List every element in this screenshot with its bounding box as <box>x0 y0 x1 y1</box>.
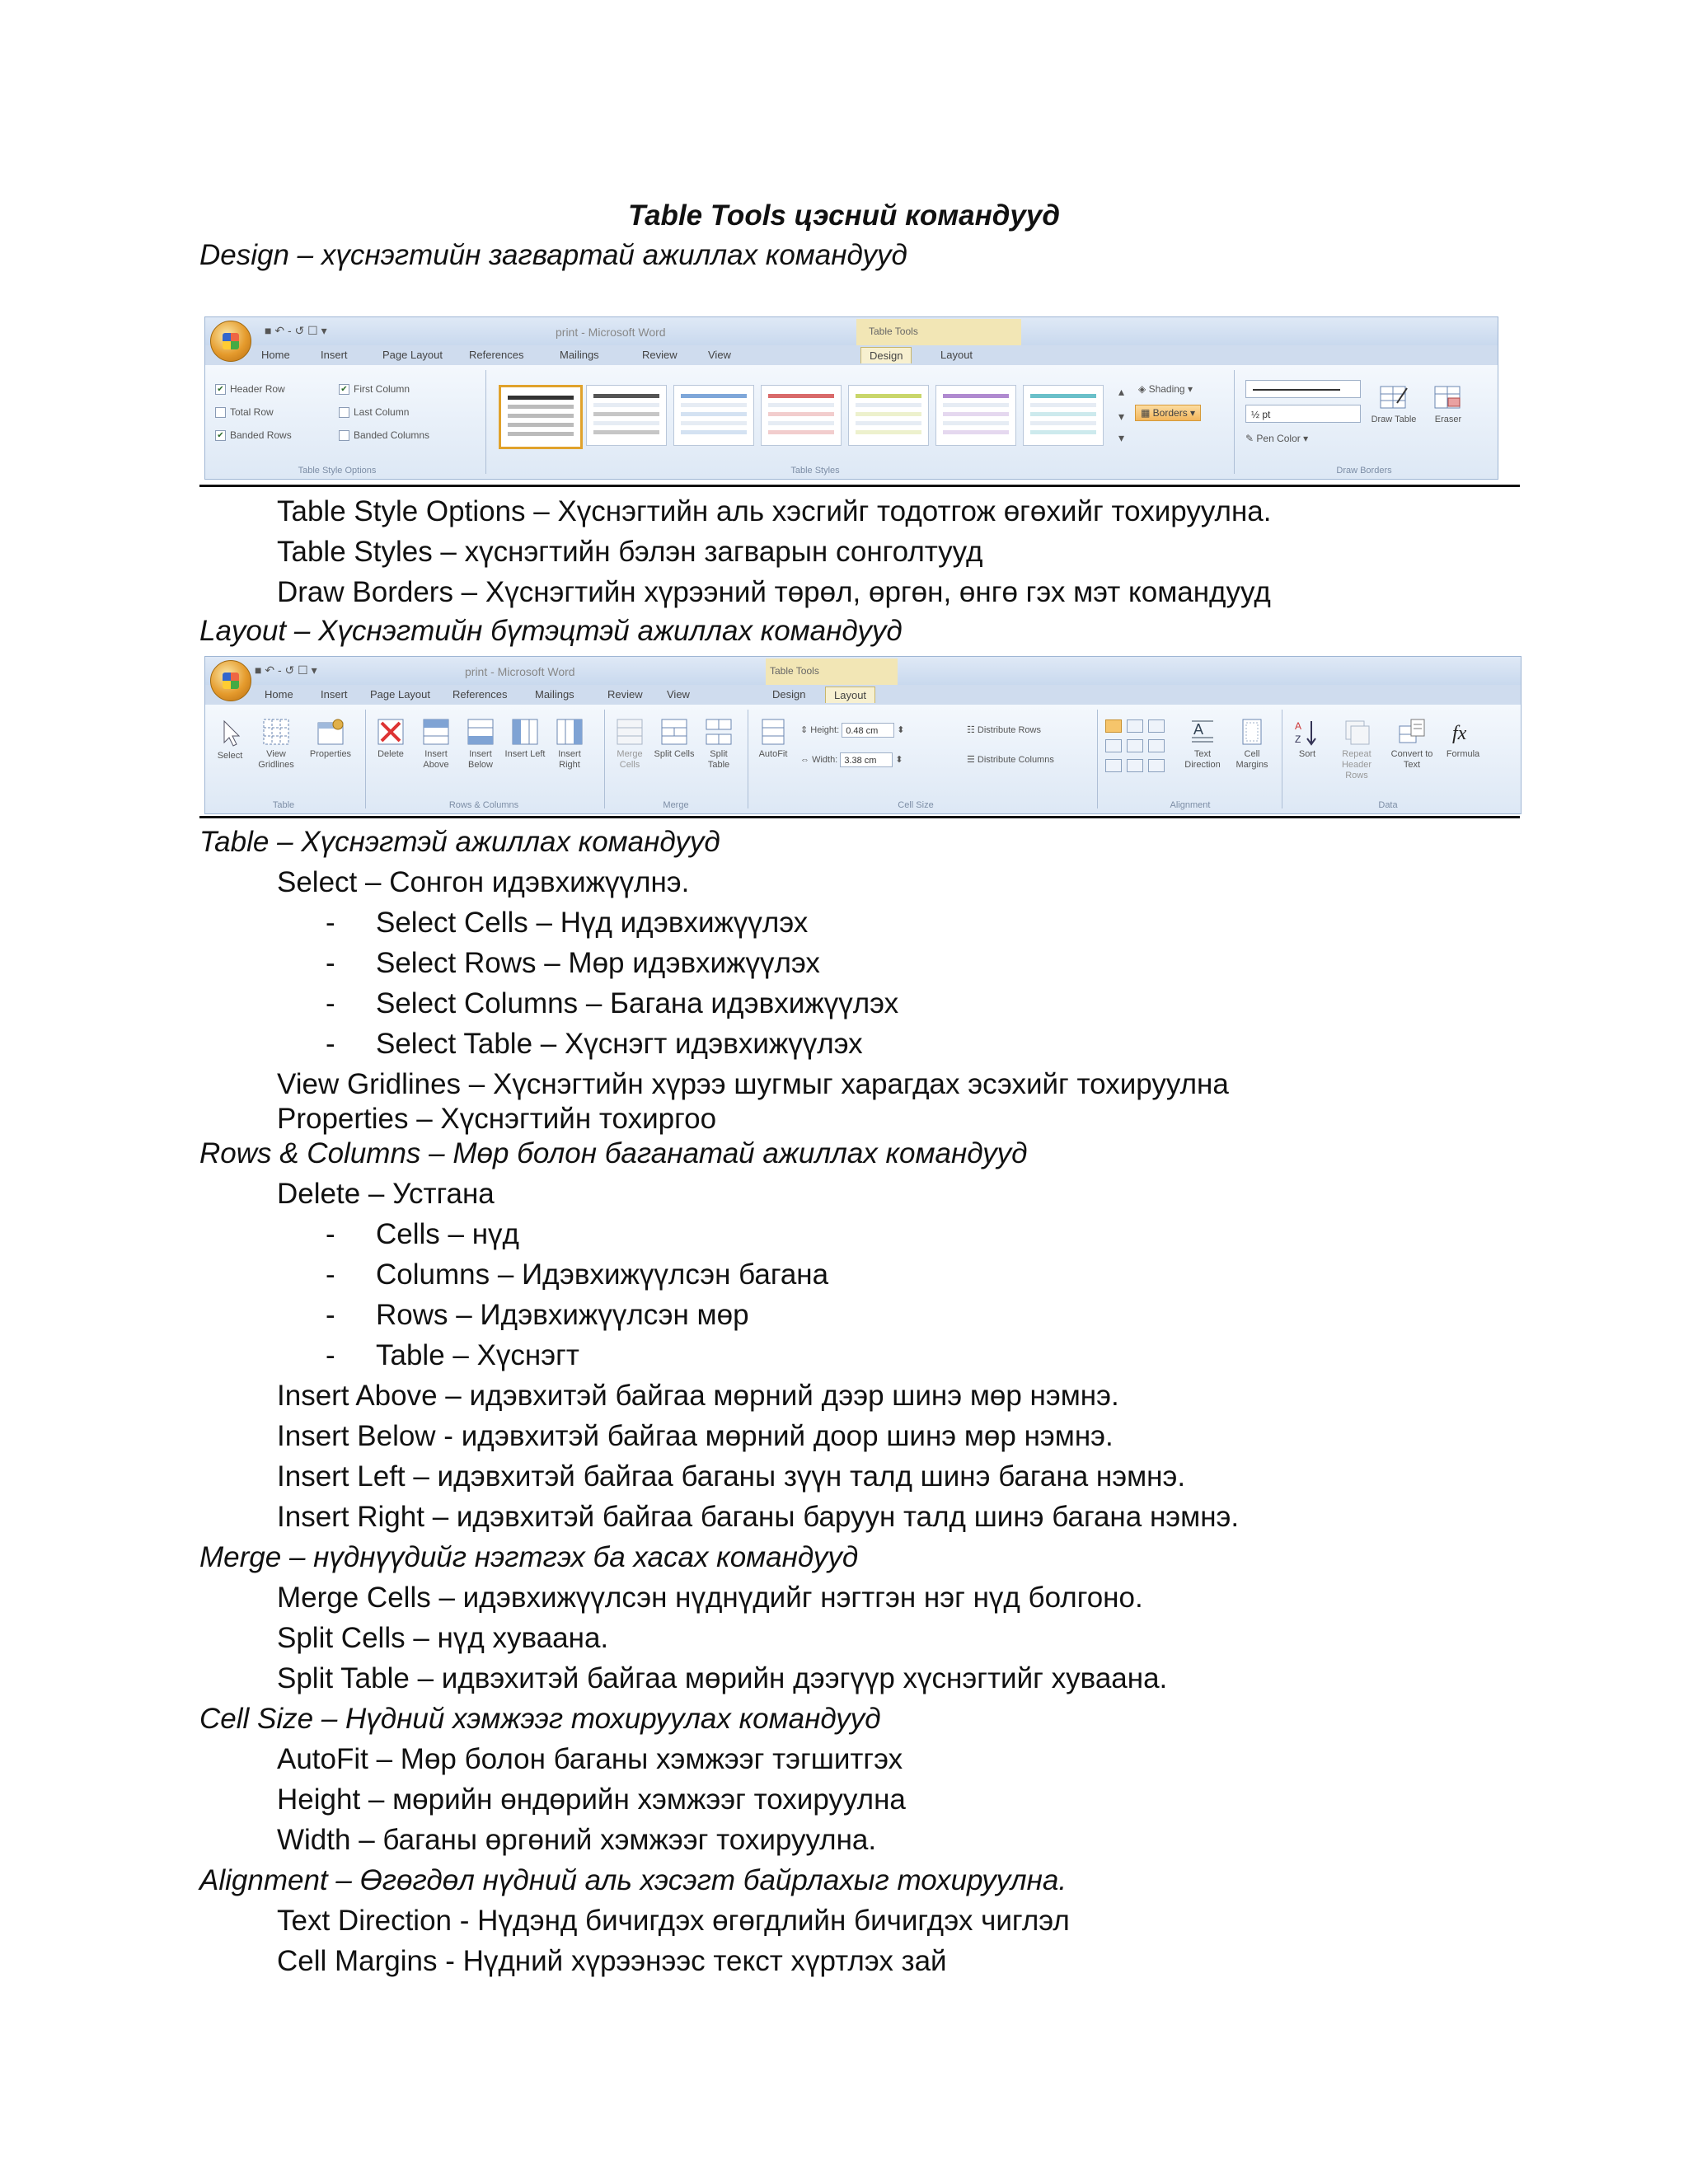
text-direction-button[interactable]: A Text Direction <box>1178 718 1227 771</box>
tab-view[interactable]: View <box>667 688 690 701</box>
tab-references[interactable]: References <box>452 688 508 701</box>
quick-access-toolbar[interactable]: ■ ↶ - ↺ ☐ ▾ <box>265 324 327 337</box>
table-style-thumbnail[interactable] <box>673 385 754 446</box>
view-gridlines-description: View Gridlines – Хүснэгтийн хүрээ шугмыг харагдах эсэхийг тохируулна <box>277 1068 1229 1100</box>
list-item: - Select Columns – Багана идэвхижүүлэх <box>326 987 899 1019</box>
layout-heading-desc: – Хүснэгтийн бүтэцтэй ажиллах командууд <box>286 615 903 647</box>
cell-size-heading: Cell Size – Нүдний хэмжээг тохируулах командууд <box>199 1703 881 1735</box>
insert-above-button[interactable]: Insert Above <box>415 718 457 771</box>
list-item: - Cells – нүд <box>326 1218 519 1250</box>
office-logo-icon <box>223 673 239 689</box>
cell-margins-icon <box>1238 718 1266 746</box>
tab-design[interactable]: Design <box>860 347 912 363</box>
height-description: Height – мөрийн өндөрийн хэмжээг тохируулна <box>277 1783 906 1816</box>
formula-fx-icon <box>1449 718 1477 746</box>
split-table-icon <box>705 718 733 746</box>
svg-text:fx: fx <box>1452 723 1467 744</box>
properties-description: Properties – Хүснэгтийн тохиргоо <box>277 1103 717 1135</box>
line-weight-select[interactable]: ½ pt <box>1245 405 1361 423</box>
shading-icon: ◈ <box>1138 383 1149 395</box>
cell-margins-button[interactable]: Cell Margins <box>1231 718 1273 771</box>
list-item: - Select Table – Хүснэгт идэвхижүүлэх <box>326 1028 863 1060</box>
align-cell-icon[interactable] <box>1127 759 1143 772</box>
pen-icon: ✎ <box>1245 433 1257 444</box>
split-table-button[interactable]: Split Table <box>698 718 739 771</box>
repeat-header-icon <box>1343 718 1371 746</box>
delete-table-icon <box>377 718 405 746</box>
autofit-icon <box>759 718 787 746</box>
list-item: - Rows – Идэвхижүүлсэн мөр <box>326 1299 749 1331</box>
gallery-more-icon[interactable]: ▾ <box>1118 431 1125 444</box>
last-column-checkbox[interactable] <box>339 406 409 418</box>
text-direction-icon <box>1189 718 1217 746</box>
height-field[interactable]: ⇕ Height: 0.48 cm ⬍ <box>800 723 904 738</box>
view-gridlines-button[interactable]: View Gridlines <box>253 718 299 771</box>
insert-right-description: Insert Right – идэвхитэй байгаа баганы баруун талд шинэ багана нэмнэ. <box>277 1501 1240 1533</box>
distribute-rows-icon: ☷ <box>967 725 978 735</box>
first-column-label: First Column <box>354 383 410 395</box>
group-label-table-style-options: Table Style Options <box>298 466 377 476</box>
select-button[interactable]: Select <box>210 718 250 762</box>
design-heading-desc: – хүснэгтийн загвартай ажиллах командууд <box>288 239 907 271</box>
eraser-icon <box>1433 383 1463 411</box>
insert-above-description: Insert Above – идэвхитэй байгаа мөрний дээр шинэ мөр нэмнэ. <box>277 1380 1119 1412</box>
draw-table-button[interactable]: Draw Table <box>1369 383 1418 425</box>
table-style-thumbnail[interactable] <box>761 385 842 446</box>
divider <box>199 485 1520 487</box>
align-cell-icon[interactable] <box>1105 719 1122 733</box>
group-label-data: Data <box>1378 800 1398 810</box>
tab-mailings[interactable]: Mailings <box>535 688 574 701</box>
sort-icon <box>1293 718 1321 746</box>
insert-above-icon <box>422 718 450 746</box>
autofit-description: AutoFit – Мөр болон баганы хэмжээг тэгшитгэх <box>277 1743 903 1775</box>
align-cell-icon[interactable] <box>1127 739 1143 752</box>
merge-cells-icon <box>616 718 644 746</box>
design-heading <box>199 237 907 274</box>
tab-page-layout[interactable]: Page Layout <box>370 688 431 701</box>
first-column-checkbox[interactable] <box>339 383 410 395</box>
merge-heading: Merge – нүднүүдийг нэгтгэх ба хасах командууд <box>199 1541 859 1573</box>
layout-heading-term: Layout <box>199 615 287 647</box>
width-description: Width – баганы өргөний хэмжээг тохируулна. <box>277 1824 877 1856</box>
split-cells-icon <box>660 718 688 746</box>
total-row-label: Total Row <box>230 406 274 418</box>
select-cursor-icon <box>218 718 242 748</box>
align-cell-icon[interactable] <box>1105 739 1122 752</box>
group-label-rows-columns: Rows & Columns <box>448 800 519 810</box>
tab-layout[interactable]: Layout <box>825 687 875 703</box>
insert-right-icon <box>556 718 584 746</box>
check-icon: ✔ <box>215 384 226 395</box>
eraser-button[interactable]: Eraser <box>1423 383 1473 425</box>
context-tab-label: Table Tools <box>770 665 819 677</box>
convert-to-text-icon <box>1398 718 1426 746</box>
align-cell-icon[interactable] <box>1105 759 1122 772</box>
group-label-merge: Merge <box>663 800 689 810</box>
svg-text:A: A <box>1295 720 1302 732</box>
table-style-thumbnail[interactable] <box>1023 385 1104 446</box>
insert-below-icon <box>467 718 495 746</box>
borders-icon: ▦ <box>1141 407 1153 419</box>
pen-color-button[interactable]: ✎ Pen Color ▾ <box>1245 433 1309 444</box>
merge-cells-description: Merge Cells – идэвхижүүлсэн нүднүдийг нэгтгэн нэг нүд болгоно. <box>277 1582 1143 1614</box>
text-direction-description: Text Direction - Нүдэнд бичигдэх өгөгдлийн бичигдэх чиглэл <box>277 1905 1070 1937</box>
page-title: Table Tools цэсний командууд <box>628 199 1060 232</box>
banded-rows-label: Banded Rows <box>230 429 292 441</box>
row-height-icon: ⇕ <box>800 724 811 735</box>
merge-cells-button[interactable]: Merge Cells <box>609 718 650 771</box>
group-label-table-styles: Table Styles <box>790 466 840 476</box>
insert-below-button[interactable]: Insert Below <box>459 718 502 771</box>
tab-review[interactable]: Review <box>607 688 643 701</box>
design-item-table-styles: Table Styles – хүснэгтийн бэлэн загварын сонголтууд <box>277 536 983 568</box>
banded-rows-checkbox[interactable] <box>215 429 292 441</box>
insert-left-icon <box>511 718 539 746</box>
design-heading-term: Design <box>199 239 289 271</box>
insert-left-description: Insert Left – идэвхитэй байгаа баганы зүүн талд шинэ багана нэмнэ. <box>277 1460 1186 1493</box>
width-field[interactable]: ⇔ Width: 3.38 cm ⬍ <box>800 752 903 767</box>
layout-ribbon-screenshot <box>204 656 1522 814</box>
window-title: print - Microsoft Word <box>465 665 575 678</box>
rows-columns-heading: Rows & Columns – Мөр болон баганатай ажиллах командууд <box>199 1137 1028 1169</box>
autofit-button[interactable]: AutoFit <box>753 718 794 760</box>
banded-columns-label: Banded Columns <box>354 429 430 441</box>
table-style-thumbnail[interactable] <box>499 385 583 449</box>
layout-heading <box>199 613 903 649</box>
delete-description: Delete – Устгана <box>277 1178 495 1210</box>
tab-review[interactable]: Review <box>642 349 678 361</box>
alignment-heading: Alignment – Өгөгдөл нүдний аль хэсэгт байрлахыг тохируулна. <box>199 1864 1067 1896</box>
table-style-thumbnail[interactable] <box>935 385 1016 446</box>
svg-text:Z: Z <box>1295 733 1301 745</box>
design-item-table-style-options: Table Style Options – Хүснэгтийн аль хэсгийг тодотгож өгөхийг тохируулна. <box>277 495 1272 527</box>
list-item: - Select Rows – Мөр идэвхижүүлэх <box>326 947 820 979</box>
spinner-icon[interactable]: ⬍ <box>897 724 905 735</box>
select-description: Select – Сонгон идэвхижүүлнэ. <box>277 866 690 898</box>
table-style-thumbnail[interactable] <box>848 385 929 446</box>
design-item-draw-borders: Draw Borders – Хүснэгтийн хүрээний төрөл, өргөн, өнгө гэх мэт командууд <box>277 576 1271 608</box>
gallery-scroll-down-icon[interactable]: ▾ <box>1118 410 1125 423</box>
align-cell-icon[interactable] <box>1148 719 1165 733</box>
divider <box>199 816 1520 818</box>
properties-button[interactable]: Properties <box>304 718 357 760</box>
ribbon-title-bar <box>205 317 1498 345</box>
design-ribbon-screenshot <box>204 316 1498 480</box>
header-row-label: Header Row <box>230 383 285 395</box>
banded-columns-checkbox[interactable] <box>339 429 429 441</box>
office-button[interactable] <box>210 660 251 701</box>
tab-layout[interactable]: Layout <box>940 349 973 361</box>
distribute-columns-button[interactable]: ☰ Distribute Columns <box>967 755 1054 765</box>
shading-button[interactable]: ◈ Shading ▾ <box>1138 383 1193 395</box>
split-cells-button[interactable]: Split Cells <box>654 718 695 760</box>
draw-table-icon <box>1379 383 1409 411</box>
convert-to-text-button[interactable]: Convert to Text <box>1387 718 1437 771</box>
gallery-scroll-up-icon[interactable]: ▴ <box>1118 385 1125 398</box>
column-width-icon: ⇔ <box>800 754 813 765</box>
insert-left-button[interactable]: Insert Left <box>504 718 546 760</box>
split-table-description: Split Table – идвэхитэй байгаа мөрийн дээгүүр хүснэгтийг хуваана. <box>277 1662 1168 1694</box>
tab-insert[interactable]: Insert <box>321 688 348 701</box>
formula-button[interactable]: fx Formula <box>1440 718 1486 760</box>
group-label-draw-borders: Draw Borders <box>1336 466 1392 476</box>
cell-margins-description: Cell Margins - Нүдний хүрээнээс текст хүртлэх зай <box>277 1945 947 1977</box>
spinner-icon[interactable]: ⬍ <box>895 754 903 765</box>
svg-text:A: A <box>1193 721 1204 738</box>
window-title: print - Microsoft Word <box>556 326 666 339</box>
split-cells-description: Split Cells – нүд хуваана. <box>277 1622 609 1654</box>
tab-insert[interactable]: Insert <box>321 349 348 361</box>
sort-button[interactable]: A Z Sort <box>1288 718 1326 760</box>
list-item: - Select Cells – Нүд идэвхижүүлэх <box>326 907 809 939</box>
total-row-checkbox[interactable] <box>215 406 274 418</box>
properties-icon <box>316 718 345 746</box>
list-item: - Columns – Идэвхижүүлсэн багана <box>326 1258 829 1291</box>
delete-button[interactable]: Delete <box>370 718 411 760</box>
last-column-label: Last Column <box>354 406 410 418</box>
check-icon: ✔ <box>215 430 226 441</box>
check-icon: ✔ <box>339 384 349 395</box>
quick-access-toolbar[interactable]: ■ ↶ - ↺ ☐ ▾ <box>255 663 317 677</box>
office-button[interactable] <box>210 321 251 362</box>
group-label-cell-size: Cell Size <box>898 800 934 810</box>
context-tab-label: Table Tools <box>869 326 918 337</box>
align-cell-icon[interactable] <box>1148 759 1165 772</box>
tab-home[interactable]: Home <box>261 349 290 361</box>
tab-mailings[interactable]: Mailings <box>560 349 599 361</box>
list-item: - Table – Хүснэгт <box>326 1339 579 1371</box>
table-style-thumbnail[interactable] <box>586 385 667 446</box>
tab-view[interactable]: View <box>708 349 731 361</box>
line-style-select[interactable] <box>1245 380 1361 398</box>
align-cell-icon[interactable] <box>1148 739 1165 752</box>
borders-button[interactable]: ▦ Borders ▾ <box>1135 405 1201 421</box>
office-logo-icon <box>223 333 239 349</box>
align-cell-icon[interactable] <box>1127 719 1143 733</box>
header-row-checkbox[interactable] <box>215 383 285 395</box>
group-label-table: Table <box>272 800 295 810</box>
distribute-columns-icon: ☰ <box>967 755 978 765</box>
repeat-header-rows-button[interactable]: Repeat Header Rows <box>1329 718 1384 781</box>
group-label-alignment: Alignment <box>1170 800 1211 810</box>
distribute-rows-button[interactable]: ☷ Distribute Rows <box>967 725 1041 735</box>
gridlines-icon <box>262 718 290 746</box>
insert-below-description: Insert Below - идэвхитэй байгаа мөрний доор шинэ мөр нэмнэ. <box>277 1420 1114 1452</box>
table-section-heading: Table – Хүснэгтэй ажиллах командууд <box>199 826 720 858</box>
tab-home[interactable]: Home <box>265 688 293 701</box>
tab-references[interactable]: References <box>469 349 524 361</box>
tab-page-layout[interactable]: Page Layout <box>382 349 443 361</box>
insert-right-button[interactable]: Insert Right <box>548 718 591 771</box>
tab-design[interactable]: Design <box>772 688 806 701</box>
